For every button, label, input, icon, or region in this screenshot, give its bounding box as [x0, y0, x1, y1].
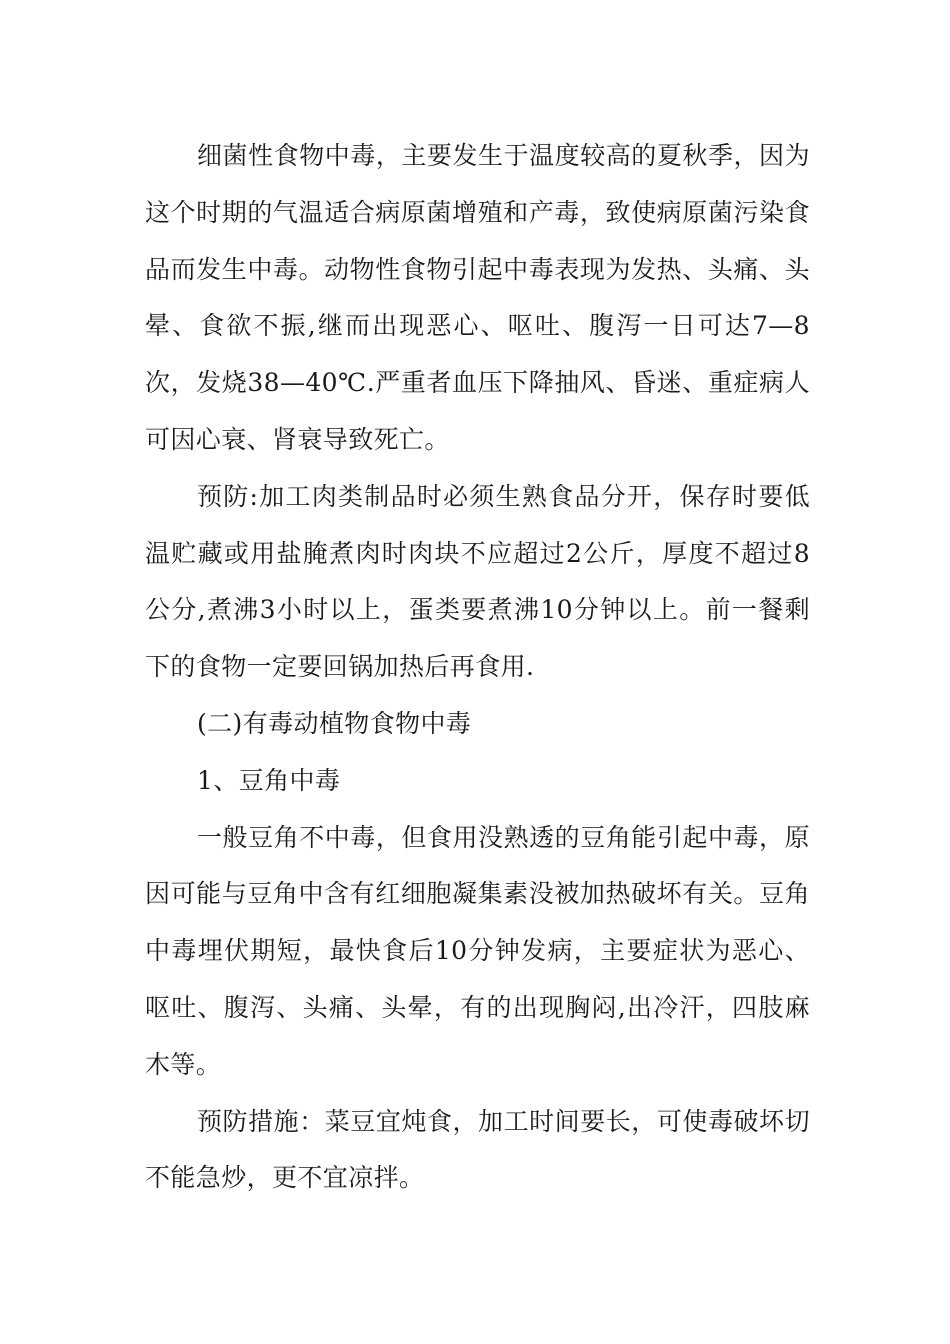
document-body [145, 128, 810, 1207]
paragraph-bean-poisoning: 一般豆角不中毒，但食用没熟透的豆角能引起中毒，原因可能与豆角中含有红细胞凝集素没被加热破坏有关。豆角中毒埋伏期短，最快食后10分钟发病，主要症状为恶心、呕吐、腹泻、头痛、头晕，有的出现胸闷,出冷汗，四肢麻木等。 [145, 822, 810, 1079]
section-heading-toxic-plants-animals: (二)有毒动植物食物中毒 [197, 708, 472, 738]
subsection-heading-bean-poisoning: 1、豆角中毒 [197, 765, 341, 795]
paragraph-prevention: 预防:加工肉类制品时必须生熟食品分开，保存时要低温贮藏或用盐腌煮肉时肉块不应超过2公斤，厚度不超过8公分,煮沸3小时以上，蛋类要煮沸10分钟以上。前一餐剩下的食物一定要回锅加热后再食用. [145, 481, 810, 682]
paragraph-bean-prevention: 预防措施：菜豆宜炖食，加工时间要长，可使毒破坏切不能急炒，更不宜凉拌。 [145, 1106, 810, 1193]
paragraph-bacterial-poisoning: 细菌性食物中毒，主要发生于温度较高的夏秋季，因为这个时期的气温适合病原菌增殖和产毒，致使病原菌污染食品而发生中毒。动物性食物引起中毒表现为发热、头痛、头晕、食欲不振,继而出现恶心、呕吐、腹泻一日可达7—8次，发烧38—40℃.严重者血压下降抽风、昏迷、重症病人可因心衰、肾衰导致死亡。 [145, 141, 810, 454]
